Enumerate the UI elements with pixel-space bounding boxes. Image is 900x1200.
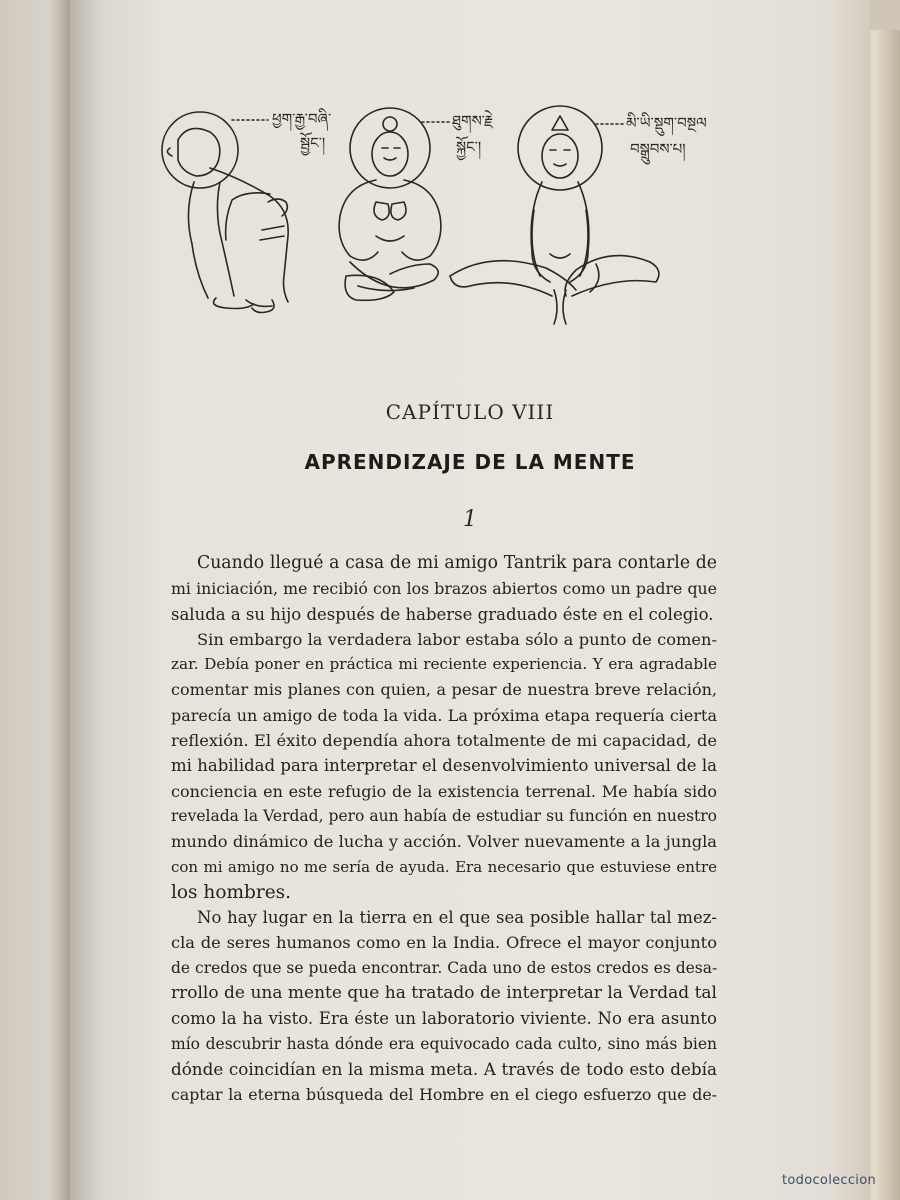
illustration-label: མི་ཡི་སྡུག་བསྔལ <box>626 114 707 132</box>
text-line: los hombres. <box>171 881 292 903</box>
text-line: revelada la Verdad, pero aun había de estudiar su función en nuestro <box>171 806 717 825</box>
text-line: mundo dinámico de lucha y acción. Volver nuevamente a la jungla <box>171 832 717 852</box>
chapter-title: APRENDIZAJE DE LA MENTE <box>304 450 636 474</box>
illustration-label: བསྒྲུབས་པ། <box>630 140 686 158</box>
text-line: saluda a su hijo después de haberse graduado éste en el colegio. <box>171 604 714 624</box>
illustration-label: སྦྱོང་། <box>300 134 326 152</box>
text-line: Cuando llegué a casa de mi amigo Tantrik para contarle de <box>197 553 717 573</box>
text-line: cla de seres humanos como en la India. Ofrece el mayor conjunto <box>171 933 717 953</box>
text-line: reflexión. El éxito dependía ahora totalmente de mi capacidad, de <box>171 731 717 751</box>
chapter-number: CAPÍTULO VIII <box>385 400 555 424</box>
facing-page-edge <box>0 0 70 1200</box>
body-text <box>145 551 717 1108</box>
bending-figure <box>162 112 288 313</box>
text-line: parecía un amigo de toda la vida. La próxima etapa requería cierta <box>171 705 717 725</box>
text-line: como la ha visto. Era éste un laboratorio viviente. No era asunto <box>171 1009 717 1029</box>
text-line: mío descubrir hasta dónde era equivocado cada culto, sino más bien <box>171 1034 717 1053</box>
text-line: captar la eterna búsqueda del Hombre en el ciego esfuerzo que de- <box>171 1085 717 1105</box>
illustration-label: སྐྱོང་། <box>456 138 482 156</box>
text-line: con mi amigo no me sería de ayuda. Era necesario que estuviese entre <box>171 857 717 876</box>
seated-figure-hands-chest <box>339 108 441 300</box>
paragraph <box>145 905 717 1107</box>
text-line: conciencia en este refugio de la existencia terrenal. Me había sido <box>171 781 717 801</box>
text-line: Sin embargo la verdadera labor estaba sólo a punto de comen- <box>197 629 717 649</box>
illustration-label: ཐུགས་རྗེ <box>452 112 494 130</box>
text-line: zar. Debía poner en práctica mi reciente experiencia. Y era agradable <box>171 655 717 674</box>
tibetan-yoga-illustration <box>150 90 710 330</box>
text-line: dónde coincidían en la misma meta. A través de todo esto debía <box>171 1058 717 1079</box>
seated-figure-legs-extended <box>450 106 659 324</box>
illustration-label: ཕྱག་རྒྱ་བཞི་ <box>272 110 332 128</box>
watermark: todocoleccion <box>782 1173 876 1188</box>
paragraph <box>145 551 717 627</box>
text-line: mi habilidad para interpretar el desenvolvimiento universal de la <box>171 756 717 776</box>
section-number: 1 <box>463 507 477 532</box>
text-line: de credos que se pueda encontrar. Cada uno de estos credos es desa- <box>171 958 718 977</box>
text-line: rrollo de una mente que ha tratado de interpretar la Verdad tal <box>171 983 717 1004</box>
text-line: mi iniciación, me recibió con los brazos abiertos como un padre que <box>171 579 717 599</box>
text-line: No hay lugar en la tierra en el que sea posible hallar tal mez- <box>197 908 717 928</box>
text-line: comentar mis planes con quien, a pesar de nuestra breve relación, <box>171 680 717 700</box>
paragraph <box>145 627 717 905</box>
